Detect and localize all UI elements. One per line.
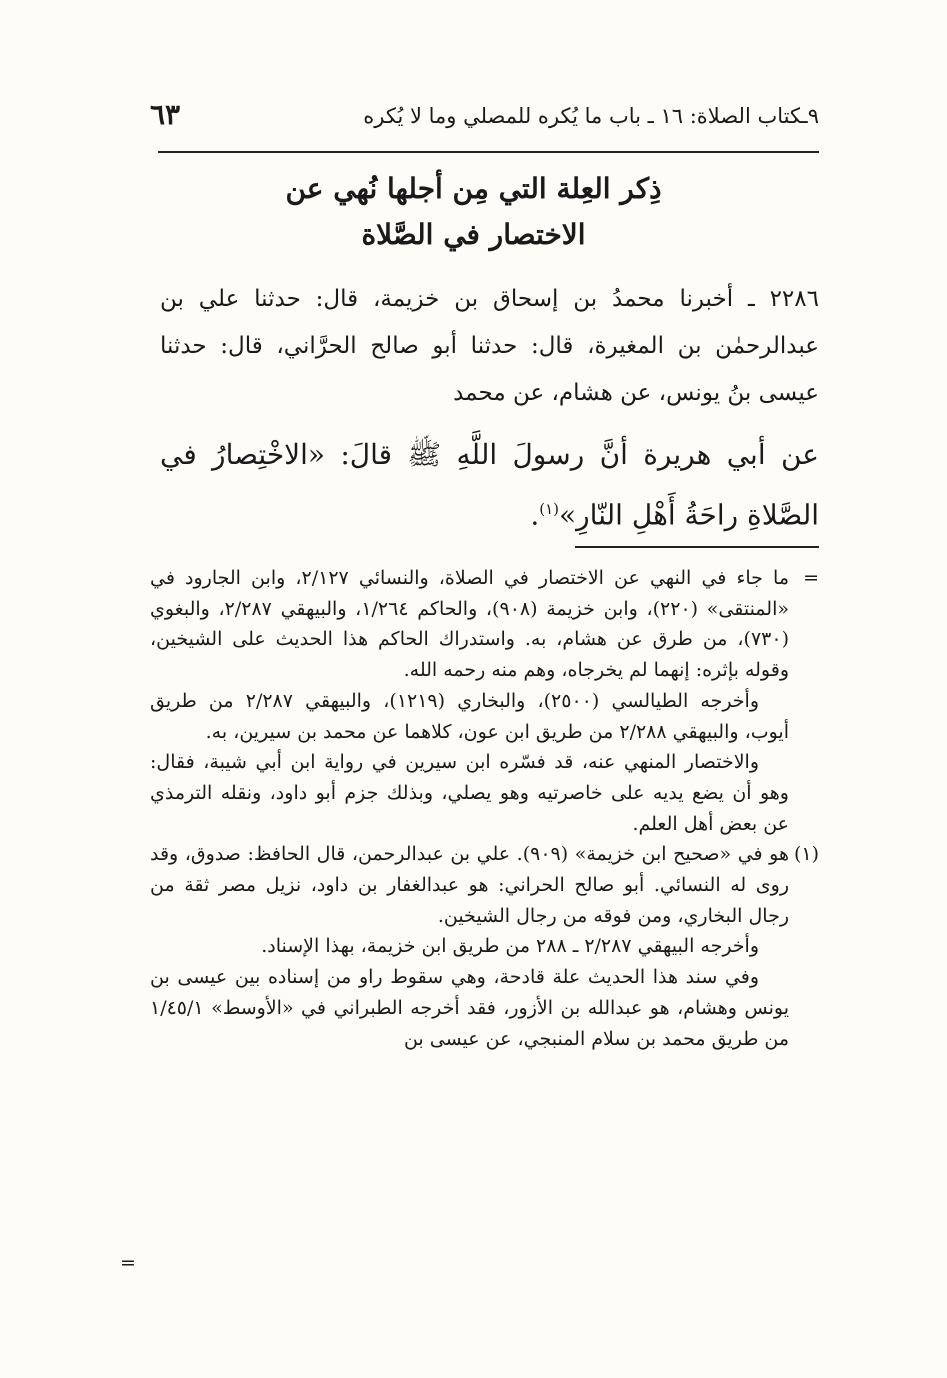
matn-end: . xyxy=(530,498,540,532)
footnotes xyxy=(150,563,819,1054)
note-paragraph: وفي سند هذا الحديث علة قادحة، وهي سقوط راو من إسناده بين عيسى بن يونس وهشام، هو عبدالله بن الأزور، فقد أخرجه الطبراني في «الأوسط» ١/٤٥/١ من طريق محمد بن سلام المنبجي، عن عيسى بن xyxy=(150,966,789,1050)
footnote-ref: (١) xyxy=(539,500,560,518)
page-number: ٦٣ xyxy=(150,98,181,131)
page-header xyxy=(150,98,819,144)
note-paragraph: ما جاء في النهي عن الاختصار في الصلاة، والنسائي ٢/١٢٧، وابن الجارود في «المنتقى» (٢٢٠)، وابن خزيمة (٩٠٨)، والحاكم ١/٢٦٤، والبيهقي ٢/٢٨٧، والبغوي (٧٣٠)، من طرق عن هشام، به. واستدراك الحاكم هذا الحديث على الشيخين، وقوله بإثره: إنهما لم يخرجاه، وهم منه رحمه الله. xyxy=(150,567,790,682)
running-title: ٩ـكتاب الصلاة: ١٦ ـ باب ما يُكره للمصلي وما لا يُكره xyxy=(363,104,819,128)
footnote-1 xyxy=(150,839,819,931)
note-paragraph: وأخرجه الطيالسي (٢٥٠٠)، والبخاري (١٢١٩)، والبيهقي ٢/٢٨٧ من طريق أيوب، والبيهقي ٢/٢٨٨ من طريق ابن عون، كلاهما عن محمد بن سيرين، به. xyxy=(150,689,789,743)
matn-text: عن أبي هريرة أنَّ رسولَ اللَّهِ ﷺ قالَ: «الاخْتِصارُ في الصَّلاةِ راحَةُ أَهْلِ النّارِ» xyxy=(160,438,819,532)
note-paragraph: هو في «صحيح ابن خزيمة» (٩٠٩). علي بن عبدالرحمن، قال الحافظ: صدوق، وقد روى له النسائي. أبو صالح الحراني: هو عبدالغفار بن داود، نزيل مصر ثقة من رجال البخاري، ومن فوقه من رجال الشيخين. xyxy=(150,843,789,927)
footnote-continued xyxy=(150,563,819,686)
note-paragraph: والاختصار المنهي عنه، قد فسّره ابن سيرين في رواية ابن أبي شيبة، فقال: وهو أن يضع يديه على خاصرتيه وهو يصلي، وبذلك جزم أبو داود، ونقله الترمذي عن بعض أهل العلم. xyxy=(150,751,789,835)
continues-marker: = xyxy=(120,1252,136,1274)
footnote-1-marker: (١) xyxy=(793,843,819,866)
note-paragraph: وأخرجه البيهقي ٢/٢٨٧ ـ ٢٨٨ من طريق ابن خزيمة، بهذا الإسناد. xyxy=(261,935,759,958)
chapter-title-line-1: ذِكر العِلة التي مِن أجلها نُهي عن xyxy=(285,172,662,205)
chapter-title-line-2: الاختصار في الصَّلاة xyxy=(361,218,586,251)
hadith-isnad: ٢٢٨٦ ـ أخبرنا محمدُ بن إسحاق بن خزيمة، قال: حدثنا علي بن عبدالرحمٰن بن المغيرة، قال: حدثنا أبو صالح الحرَّاني، قال: حدثنا عيسى بنُ يونس، عن هشام، عن محمد xyxy=(160,286,819,406)
continued-marker: = xyxy=(803,567,819,589)
header-rule xyxy=(158,151,819,153)
footnote-rule xyxy=(575,546,819,548)
hadith-matn xyxy=(160,428,819,542)
